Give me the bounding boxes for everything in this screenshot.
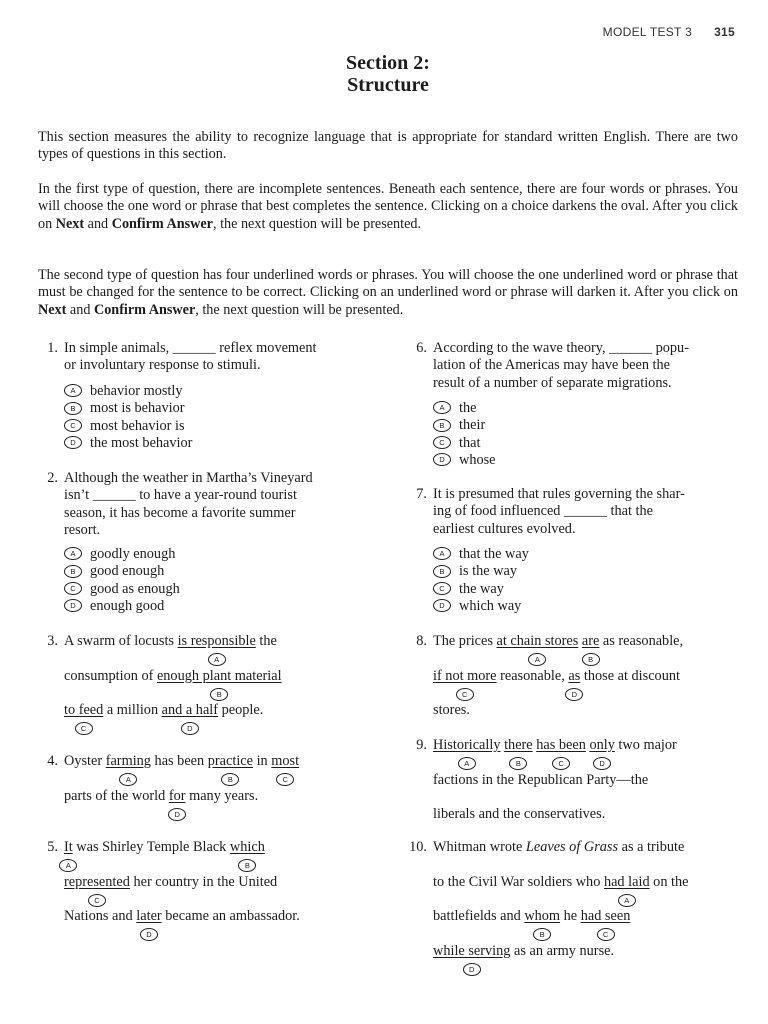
question-number: 8. [416, 633, 427, 649]
question-number: 3. [47, 633, 58, 649]
choice-text: most is behavior [90, 400, 185, 417]
sentence-line [64, 633, 277, 668]
intro-p2-end: , the next question will be presented. [212, 215, 422, 232]
underlined-option-d[interactable] [433, 942, 511, 974]
answer-oval-d[interactable]: D [433, 599, 451, 612]
sentence-text: was Shirley Temple Black [72, 839, 230, 855]
question-stem [64, 340, 317, 375]
option-text: to feed [64, 702, 104, 718]
answer-choices [433, 400, 496, 469]
stem-line: earliest cultures evolved. [433, 520, 576, 537]
underlined-option-d[interactable] [136, 908, 162, 940]
intro-p3-confirm: Confirm Answer [93, 301, 196, 318]
underlined-option-b[interactable] [229, 839, 265, 871]
answer-oval-d[interactable]: D [593, 757, 611, 770]
sentence-text: Whitman wrote [433, 839, 526, 855]
sentence-line [433, 874, 689, 909]
sentence-text: became an ambassador. [161, 908, 300, 924]
underlined-option-c[interactable] [433, 667, 497, 699]
choice-a[interactable] [433, 546, 529, 563]
answer-oval-b[interactable]: B [433, 565, 451, 578]
option-text: only [589, 737, 615, 753]
option-text: had seen [580, 908, 631, 924]
sentence-line [64, 753, 299, 788]
answer-oval-b[interactable]: B [64, 402, 82, 415]
option-text: practice [207, 753, 253, 769]
option-text: for [168, 787, 186, 804]
sentence-line [433, 806, 605, 841]
sentence-line [64, 908, 300, 943]
intro-paragraph-1: This section measures the ability to recognize language that is appropriate for standard written English. There are two types of questions in this section. [38, 129, 738, 163]
answer-oval-a[interactable]: A [458, 757, 476, 770]
sentence-line [64, 839, 265, 874]
choice-text: goodly enough [90, 546, 176, 562]
answer-oval-b[interactable]: B [533, 928, 551, 941]
question-10 [407, 839, 747, 979]
sentence-text: Oyster [64, 753, 106, 769]
sentence-line [433, 943, 614, 978]
choice-d[interactable] [433, 598, 529, 615]
sentence-line [64, 702, 263, 737]
question-1 [38, 340, 378, 460]
sentence-line [433, 772, 648, 807]
choice-text: that [459, 434, 481, 451]
running-title: MODEL TEST 3 [602, 25, 693, 39]
underlined-option-c[interactable] [536, 737, 586, 769]
underlined-option-a[interactable] [177, 633, 256, 665]
question-number: 7. [416, 486, 427, 502]
sentence-text: stores. [433, 702, 470, 718]
question-3 [38, 633, 378, 739]
choice-text: the way [459, 580, 504, 597]
choice-c[interactable] [433, 435, 496, 452]
question-6 [407, 340, 747, 470]
sentence-line [433, 633, 683, 668]
sentence-text: two major [614, 737, 677, 753]
stem-line: In simple animals, ______ reflex movement [64, 340, 317, 356]
answer-choices [433, 546, 529, 615]
sentence-text: as an army nurse. [510, 942, 615, 959]
question-stem [64, 470, 313, 540]
underlined-option-c[interactable] [64, 702, 104, 734]
answer-oval-c[interactable]: C [75, 722, 93, 735]
option-text: at chain stores [496, 633, 579, 649]
underlined-option-d[interactable] [568, 667, 581, 699]
choice-text: behavior mostly [90, 383, 183, 399]
underlined-option-a[interactable] [496, 633, 579, 665]
choice-b[interactable] [64, 563, 180, 580]
option-text: if not more [433, 667, 497, 684]
option-text: later [136, 908, 162, 924]
answer-oval-c[interactable]: C [64, 582, 82, 595]
choice-c[interactable] [64, 581, 180, 598]
underlined-option-a[interactable] [105, 753, 151, 785]
answer-oval-c[interactable]: C [433, 436, 451, 449]
underlined-option-d[interactable] [168, 787, 186, 819]
answer-oval-a[interactable]: A [433, 401, 451, 414]
sentence-text: consumption of [64, 667, 157, 684]
choice-b[interactable] [433, 563, 529, 580]
choice-d[interactable] [64, 435, 192, 452]
question-stem [433, 340, 689, 392]
question-number: 4. [47, 753, 58, 769]
answer-oval-d[interactable]: D [565, 688, 583, 701]
question-stem [433, 486, 685, 538]
underlined-option-a[interactable] [64, 839, 73, 871]
sentence-text: A swarm of locusts [64, 633, 178, 649]
choice-a[interactable] [433, 400, 496, 417]
intro-p2-and: and [84, 215, 112, 232]
answer-oval-d[interactable]: D [64, 436, 82, 449]
choice-text: enough good [90, 597, 165, 614]
sentence-text: has been [150, 753, 208, 769]
sentence-text: liberals and the conservatives. [433, 806, 606, 822]
question-8 [407, 633, 747, 733]
sentence-text: Nations and [64, 908, 137, 924]
sentence-text: many years. [185, 787, 259, 804]
sentence-line [433, 702, 470, 737]
option-text: It [64, 839, 73, 855]
option-text: farming [105, 753, 151, 769]
choice-text: that the way [459, 546, 529, 562]
answer-oval-c[interactable]: C [276, 773, 294, 786]
book-title: Leaves of Grass [525, 839, 619, 855]
answer-oval-a[interactable]: A [64, 547, 82, 560]
stem-line: It is presumed that rules governing the shar- [433, 486, 685, 502]
stem-line: or involuntary response to stimuli. [64, 357, 261, 374]
sentence-line [433, 668, 680, 703]
answer-oval-c[interactable]: C [597, 928, 615, 941]
underlined-option-b[interactable] [504, 737, 533, 769]
answer-oval-c[interactable]: C [433, 582, 451, 595]
choice-c[interactable] [64, 418, 192, 435]
answer-oval-d[interactable]: D [168, 808, 186, 821]
sentence-text: those at discount [580, 667, 680, 684]
section-title-line1: Section 2: [346, 52, 430, 74]
sentence-text: The prices [433, 633, 497, 649]
sentence-line [64, 668, 282, 703]
intro-paragraph-2 [38, 181, 738, 233]
answer-oval-c[interactable]: C [456, 688, 474, 701]
answer-oval-b[interactable]: B [64, 565, 82, 578]
option-text: enough plant material [156, 667, 282, 684]
option-text: Historically [433, 737, 501, 753]
underlined-option-c[interactable] [64, 873, 130, 905]
question-number: 9. [416, 737, 427, 753]
stem-line: result of a number of separate migrations. [433, 374, 672, 391]
option-text: and a half [161, 702, 219, 718]
answer-oval-b[interactable]: B [238, 859, 256, 872]
option-text: had laid [603, 873, 650, 890]
sentence-text: the [255, 633, 277, 649]
sentence-text: as a tribute [618, 839, 685, 855]
choice-b[interactable] [433, 417, 496, 434]
stem-line: season, it has become a favorite summer [64, 504, 296, 521]
answer-oval-a[interactable]: A [618, 894, 636, 907]
question-2 [38, 470, 378, 620]
answer-oval-c[interactable]: C [88, 894, 106, 907]
option-text: most [271, 753, 300, 769]
sentence-line [433, 737, 677, 772]
question-4 [38, 753, 378, 825]
option-text: are [581, 633, 600, 649]
answer-oval-d[interactable]: D [181, 722, 199, 735]
answer-oval-b[interactable]: B [582, 653, 600, 666]
intro-p3-next: Next [38, 301, 67, 318]
question-number: 1. [47, 340, 58, 356]
underlined-option-b[interactable] [581, 633, 600, 665]
underlined-option-b[interactable] [156, 667, 282, 699]
choice-text: the [459, 400, 477, 416]
sentence-text: on the [649, 873, 689, 890]
answer-oval-d[interactable]: D [140, 928, 158, 941]
option-text: as [568, 667, 581, 684]
sentence-text: as reasonable, [599, 633, 684, 649]
option-text: which [229, 839, 265, 855]
sentence-line [64, 874, 277, 909]
sentence-text: her country in the United [129, 873, 278, 890]
question-number: 5. [47, 839, 58, 855]
intro-p3-and: and [66, 301, 94, 318]
intro-p2-text: In the first type of question, there are incomplete sentences. Beneath each sentence, there are four words or phrases. You will choose the one word or phrase that best completes the sentence. Clicking on a choice darkens the oval. After you click on [38, 181, 738, 232]
intro-paragraph-3 [38, 267, 738, 319]
choice-text: their [459, 417, 486, 434]
choice-text: is the way [459, 563, 517, 580]
choice-b[interactable] [64, 400, 192, 417]
intro-p2-confirm: Confirm Answer [111, 215, 213, 232]
option-text: has been [536, 737, 586, 753]
answer-oval-b[interactable]: B [509, 757, 527, 770]
sentence-line [433, 839, 684, 874]
choice-text: the most behavior [90, 434, 193, 451]
question-number: 2. [47, 470, 58, 486]
choice-a[interactable] [64, 383, 192, 400]
sentence-line [433, 908, 630, 943]
sentence-text: he [560, 908, 581, 924]
stem-line: isn’t ______ to have a year-round tourist [64, 487, 297, 504]
answer-oval-b[interactable]: B [433, 419, 451, 432]
sentence-text: to the Civil War soldiers who [433, 873, 604, 890]
sentence-text: parts of the world [64, 787, 169, 804]
answer-oval-a[interactable]: A [64, 384, 82, 397]
sentence-text: in [253, 753, 272, 769]
answer-oval-d[interactable]: D [463, 963, 481, 976]
option-text: represented [64, 873, 130, 890]
running-header [603, 25, 735, 39]
intro-p2-next: Next [55, 215, 85, 232]
option-text: is responsible [177, 633, 256, 649]
question-7 [407, 486, 747, 616]
choice-d[interactable] [433, 452, 496, 469]
stem-line: Although the weather in Martha’s Vineyard [64, 470, 313, 486]
sentence-text: factions in the Republican Party—the [433, 771, 649, 788]
option-text: whom [524, 908, 561, 924]
option-text: there [504, 737, 533, 753]
intro-p3-text: The second type of question has four underlined words or phrases. You will choose the one underlined word or phrase that must be changed for the sentence to be correct. Clicking on an underlined word or phrase will darken it. After you click on [38, 267, 738, 301]
underlined-option-d[interactable] [161, 702, 219, 734]
sentence-text: battlefields and [433, 908, 525, 924]
page-number: 315 [714, 25, 735, 39]
choice-text: good as enough [90, 580, 180, 597]
stem-line: ing of food influenced ______ that the [433, 503, 653, 520]
answer-oval-d[interactable]: D [433, 453, 451, 466]
stem-line: lation of the Americas may have been the [433, 357, 671, 374]
section-title-line2: Structure [347, 74, 429, 96]
answer-oval-c[interactable]: C [64, 419, 82, 432]
question-number: 6. [416, 340, 427, 356]
choice-text: which way [459, 597, 522, 614]
choice-a[interactable] [64, 546, 180, 563]
question-number: 10. [409, 839, 427, 855]
answer-choices [64, 546, 180, 615]
answer-oval-a[interactable]: A [119, 773, 137, 786]
sentence-text: people. [218, 702, 264, 718]
choice-c[interactable] [433, 581, 529, 598]
answer-oval-b[interactable]: B [210, 688, 228, 701]
option-text: while serving [433, 942, 511, 959]
answer-oval-a[interactable]: A [59, 859, 77, 872]
choice-d[interactable] [64, 598, 180, 615]
question-9 [407, 737, 747, 837]
underlined-option-c[interactable] [271, 753, 300, 785]
sentence-line [64, 788, 258, 823]
sentence-text: a million [103, 702, 162, 718]
intro-p3-end: , the next question will be presented. [195, 301, 404, 318]
answer-oval-b[interactable]: B [221, 773, 239, 786]
section-title [0, 52, 768, 96]
choice-text: most behavior is [90, 417, 185, 434]
underlined-option-b[interactable] [207, 753, 253, 785]
answer-oval-a[interactable]: A [433, 547, 451, 560]
stem-line: According to the wave theory, ______ popu- [433, 340, 689, 356]
answer-oval-d[interactable]: D [64, 599, 82, 612]
answer-choices [64, 383, 192, 452]
underlined-option-a[interactable] [603, 873, 650, 905]
answer-oval-a[interactable]: A [528, 653, 546, 666]
choice-text: whose [459, 451, 496, 468]
choice-text: good enough [90, 563, 165, 580]
underlined-option-b[interactable] [524, 908, 561, 940]
underlined-option-c[interactable] [580, 908, 631, 940]
sentence-text: reasonable, [496, 667, 569, 684]
answer-oval-a[interactable]: A [208, 653, 226, 666]
answer-oval-c[interactable]: C [552, 757, 570, 770]
stem-line: resort. [64, 522, 101, 539]
question-5 [38, 839, 378, 945]
underlined-option-d[interactable] [589, 737, 615, 769]
underlined-option-a[interactable] [433, 737, 501, 769]
